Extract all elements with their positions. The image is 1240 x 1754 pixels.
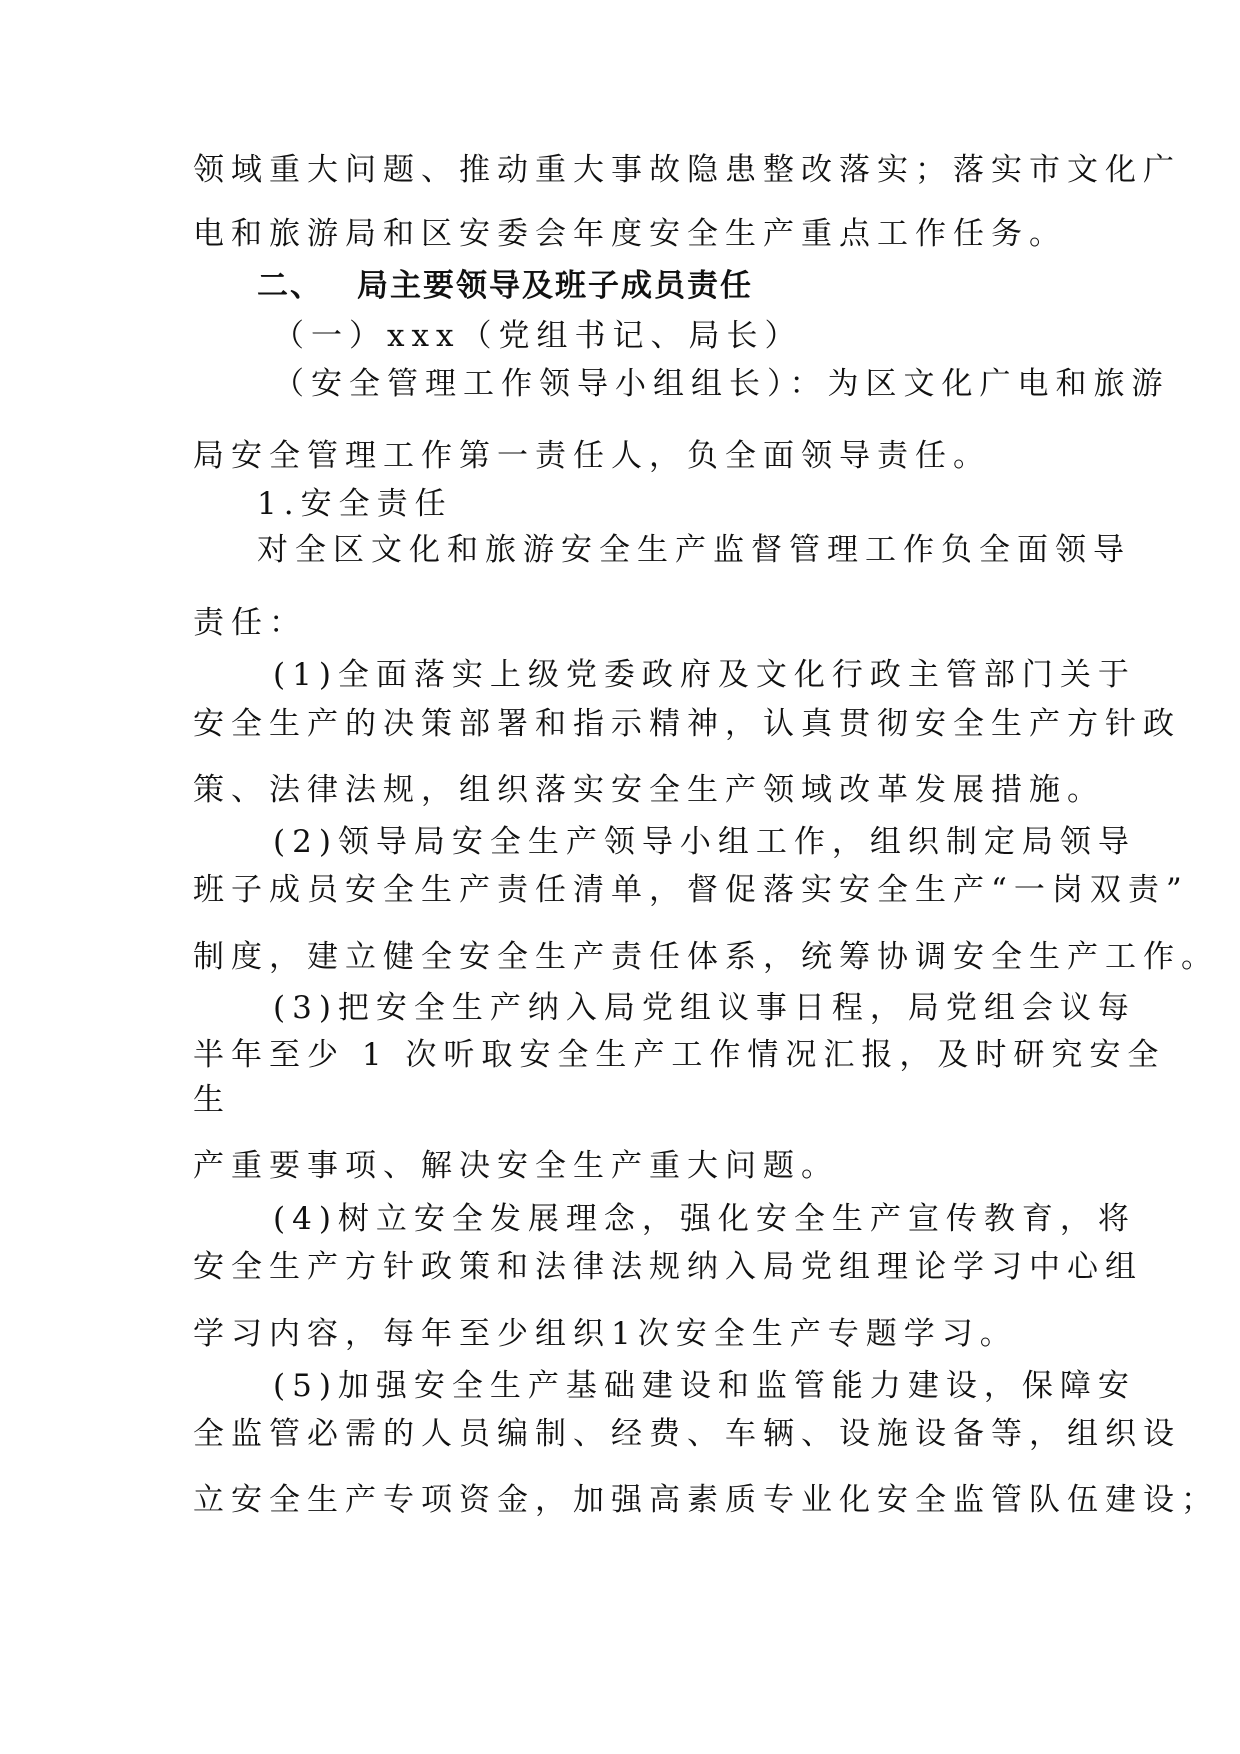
text-line: 制度，建立健全安全生产责任体系，统筹协调安全生产工作。	[193, 939, 1219, 975]
text-line: 生	[193, 1082, 231, 1118]
text-line: 电和旅游局和区安委会年度安全生产重点工作任务。	[193, 216, 1067, 252]
text-line: 安全生产的决策部署和指示精神，认真贯彻安全生产方针政	[193, 706, 1181, 742]
text-line: (5)加强安全生产基础建设和监管能力建设，保障安	[273, 1368, 1136, 1404]
item-heading: 1.安全责任	[257, 486, 453, 522]
text-line: （安全管理工作领导小组组长）：为区文化广电和旅游	[273, 366, 1170, 402]
section-heading-title: 局主要领导及班子成员责任	[357, 268, 753, 304]
text-line: 领域重大问题、推动重大事故隐患整改落实；落实市文化广	[193, 152, 1181, 188]
text-line: 策、法律法规，组织落实安全生产领域改革发展措施。	[193, 772, 1105, 808]
text-line: 学习内容，每年至少组织1次安全生产专题学习。	[193, 1316, 1018, 1352]
text-line: (3)把安全生产纳入局党组议事日程，局党组会议每	[273, 990, 1136, 1026]
text-line: (1)全面落实上级党委政府及文化行政主管部门关于	[273, 657, 1136, 693]
section-heading-number: 二、	[257, 268, 323, 304]
text-line: 责任：	[193, 605, 307, 641]
text-line: 立安全生产专项资金，加强高素质专业化安全监管队伍建设；	[193, 1482, 1219, 1518]
text-line: 产重要事项、解决安全生产重大问题。	[193, 1148, 839, 1184]
subsection-heading: （一）xxx（党组书记、局长）	[273, 318, 803, 354]
text-line: 对全区文化和旅游安全生产监督管理工作负全面领导	[257, 532, 1131, 568]
text-line: 班子成员安全生产责任清单，督促落实安全生产“一岗双责”	[193, 872, 1189, 908]
text-line: (2)领导局安全生产领导小组工作，组织制定局领导	[273, 824, 1136, 860]
text-line: 全监管必需的人员编制、经费、车辆、设施设备等，组织设	[193, 1416, 1181, 1452]
text-line: 局安全管理工作第一责任人，负全面领导责任。	[193, 438, 991, 474]
text-line: 安全生产方针政策和法律法规纳入局党组理论学习中心组	[193, 1249, 1143, 1285]
text-line: 半年至少 1 次听取安全生产工作情况汇报，及时研究安全	[193, 1037, 1166, 1073]
text-line: (4)树立安全发展理念，强化安全生产宣传教育，将	[273, 1201, 1136, 1237]
section-heading	[257, 266, 753, 306]
